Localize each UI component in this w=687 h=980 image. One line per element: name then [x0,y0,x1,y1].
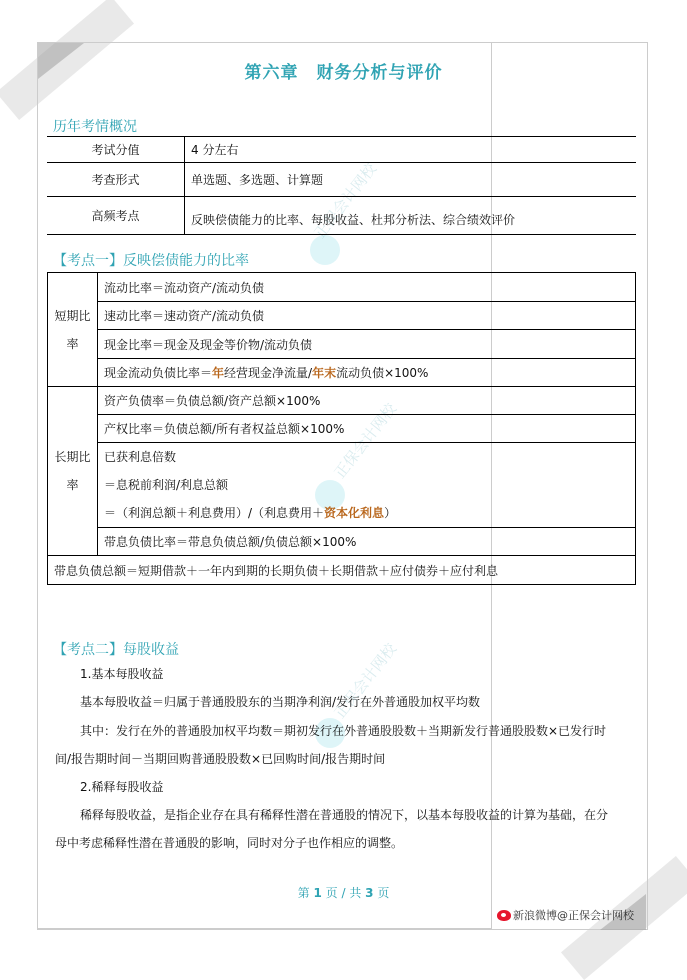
watermark-logo-icon [310,235,340,265]
formula-text: 经营现金净流量/ [224,366,313,380]
formula-text: ＝（利润总额＋利息费用）/（利息费用＋ [104,506,325,520]
overview-label: 考查形式 [47,163,185,197]
page-text: 第 [297,886,310,900]
ratio-formula: 带息负债比率＝带息负债总额/负债总额×100% [98,528,636,556]
subheading-diluted-eps: 2.稀释每股收益 [80,780,164,794]
page-total: 3 [365,886,374,900]
section-heading-point1: 【考点一】反映偿债能力的比率 [53,253,249,269]
ratio-formula: 产权比率＝负债总额/所有者权益总额×100% [98,415,636,443]
formula-line: ＝息税前利润/利息总额 [104,478,229,492]
overview-value: 单选题、多选题、计算题 [185,163,637,197]
section-heading-overview: 历年考情概况 [53,119,137,135]
table-row [48,443,636,528]
overview-label: 高频考点 [47,197,185,235]
subheading-basic-eps: 1.基本每股收益 [80,667,164,681]
overview-label: 考试分值 [47,137,185,163]
overview-table [47,136,636,235]
table-row [48,387,636,415]
page-text: 页 [377,886,390,900]
description-line: 母中考虑稀释性潜在普通股的影响，同时对分子也作相应的调整。 [55,836,404,850]
note-line: 其中：发行在外的普通股加权平均数＝期初发行在外普通股股数＋当期新发行普通股股数×已发行时 [80,724,607,738]
solvency-ratio-table [47,272,636,585]
highlight-text: 资本化利息 [324,506,385,520]
description-line: 稀释每股收益，是指企业存在具有稀释性潜在普通股的情况下，以基本每股收益的计算为基础，在分 [80,808,609,822]
table-row [47,137,636,163]
watermark-text: 正保会计网校 [310,159,381,242]
page-title: 第六章 财务分析与评价 [244,63,443,83]
formula-text: 流动负债×100% [336,366,429,380]
formula-line [104,499,629,527]
section-heading-point2: 【考点二】每股收益 [53,642,179,658]
ratio-formula: 流动比率＝流动资产/流动负债 [98,273,636,302]
highlight-text: 年 [212,366,225,380]
table-row [48,556,636,585]
ratio-formula-interest-coverage [98,443,636,528]
watermark-text: 正保会计网校 [330,639,401,722]
weibo-logo-icon [497,910,511,921]
weibo-text: 新浪微博@正保会计网校 [513,909,634,922]
formula-line: 已获利息倍数 [104,450,177,464]
table-row [47,197,636,235]
table-row [47,163,636,197]
table-row [48,330,636,359]
ratio-formula: 资产负债率＝负债总额/资产总额×100% [98,387,636,415]
table-row [48,415,636,443]
highlight-text: 年末 [312,366,337,380]
ratio-formula: 现金比率＝现金及现金等价物/流动负债 [98,330,636,359]
table-row [48,528,636,556]
watermark-text: 正保会计网校 [330,399,401,482]
formula-text: 现金流动负债比率＝ [104,366,213,380]
table-row [48,302,636,330]
page-text: 页 / 共 [325,886,362,900]
page-indicator [0,884,687,901]
ratio-formula-cash-flow [98,359,636,387]
interest-bearing-liabilities-formula: 带息负债总额＝短期借款＋一年内到期的长期负债＋长期借款＋应付债券＋应付利息 [48,556,636,585]
group-label-long-term: 长期比率 [48,387,98,556]
page-current: 1 [313,886,322,900]
table-row [48,273,636,302]
ratio-formula: 速动比率＝速动资产/流动负债 [98,302,636,330]
group-label-short-term: 短期比率 [48,273,98,387]
table-row [48,359,636,387]
overview-value: 反映偿债能力的比率、每股收益、杜邦分析法、综合绩效评价 [185,197,637,235]
overview-value: 4 分左右 [185,137,637,163]
formula-text: ） [384,506,397,520]
weibo-credit [497,907,634,923]
formula-basic-eps: 基本每股收益＝归属于普通股股东的当期净利润/发行在外普通股加权平均数 [80,695,481,709]
note-line: 间/报告期时间－当期回购普通股股数×已回购时间/报告期时间 [55,752,386,766]
